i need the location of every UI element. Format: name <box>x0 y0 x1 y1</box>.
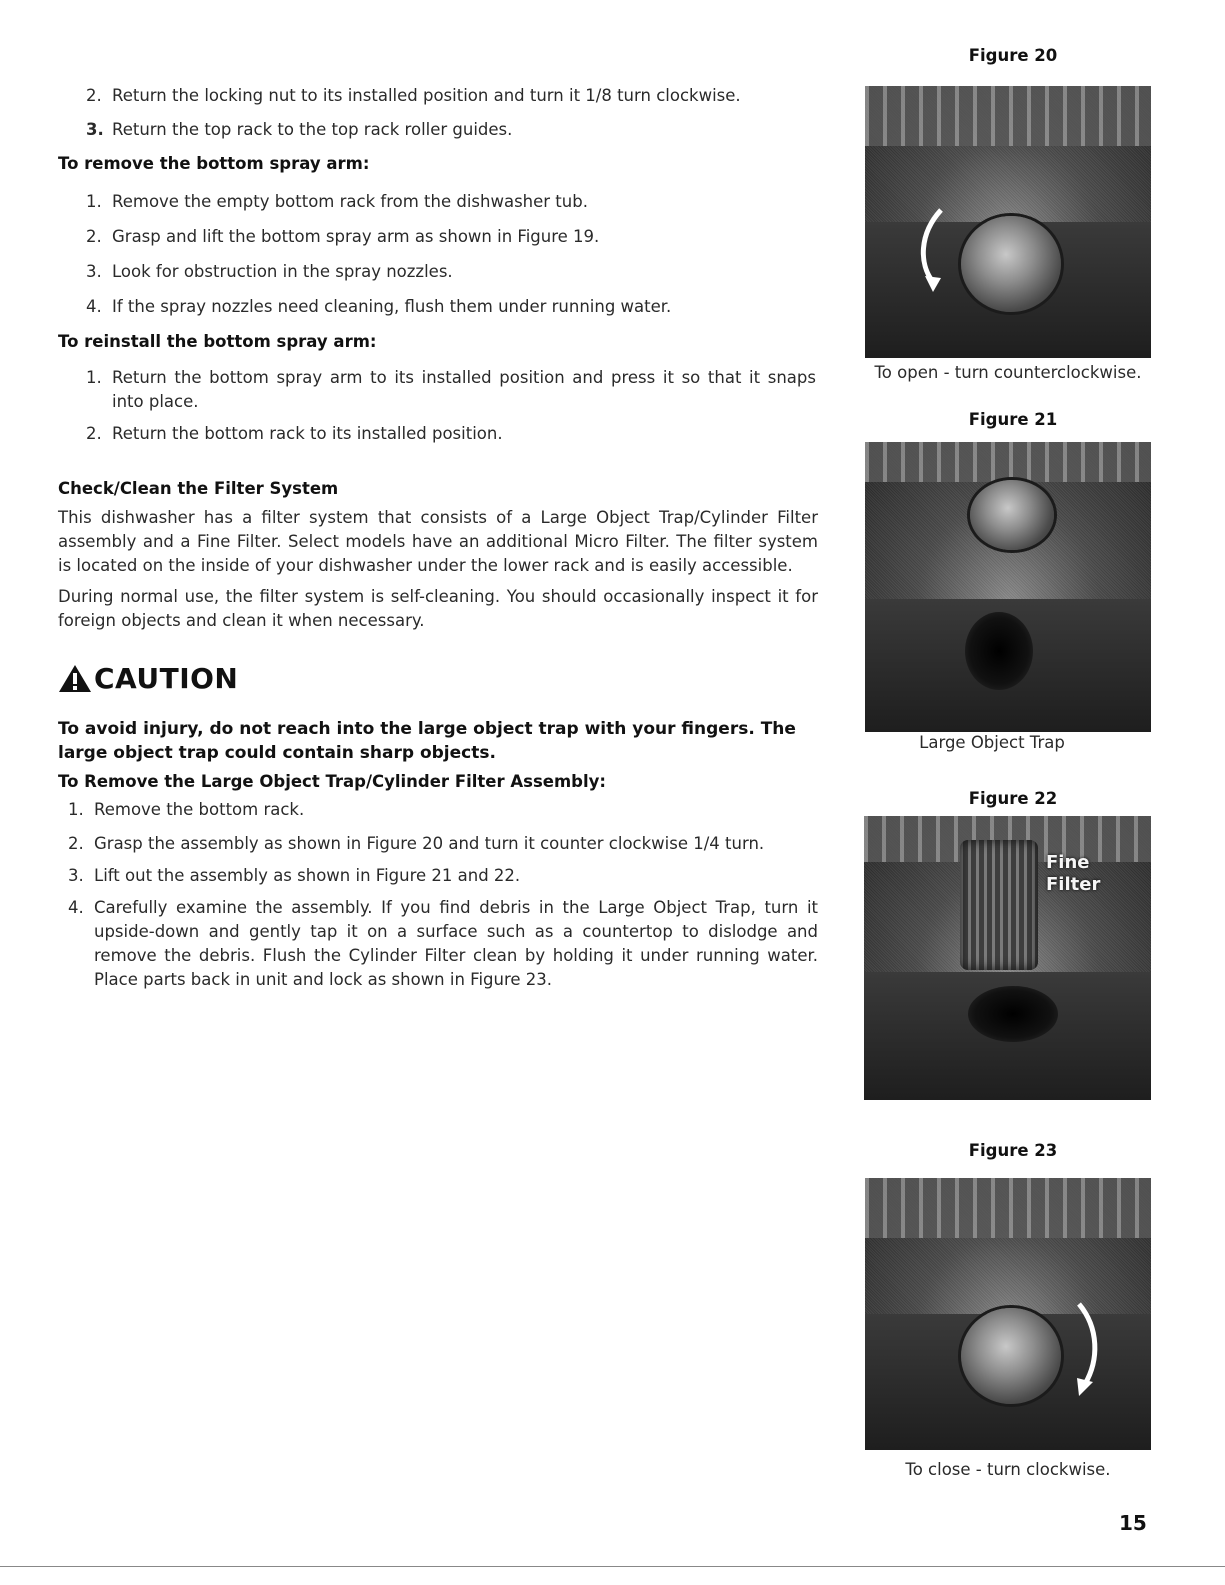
list-text: Grasp the assembly as shown in Figure 20 and turn it counter clockwise 1/4 turn. <box>94 834 765 853</box>
rack-image <box>865 86 1151 146</box>
list-number: 4. <box>86 297 102 316</box>
figure-title: Figure 21 <box>968 410 1058 429</box>
list-text: Return the bottom spray arm to its installed position and press it so that it snaps into place. <box>112 368 816 411</box>
list-text: Carefully examine the assembly. If you find debris in the Large Object Trap, turn it upside-down and gently tap it on a surface such as a countertop to dislodge and remove the debris. Flush the Cylinder Filter clean by holding it under running water. Place parts back in unit and lock as shown in Figure 23. <box>94 898 818 989</box>
list-text: Grasp and lift the bottom spray arm as shown in Figure 19. <box>112 227 600 246</box>
list-text: Return the bottom rack to its installed position. <box>112 424 503 443</box>
figure-caption: To close - turn clockwise. <box>905 1460 1111 1479</box>
page-bottom-rule <box>0 1566 1225 1567</box>
list-text: If the spray nozzles need cleaning, flush them under running water. <box>112 297 672 316</box>
figure-23-photo <box>865 1178 1151 1450</box>
filter-knob-image <box>961 1308 1061 1404</box>
fine-filter-label <box>1046 852 1100 896</box>
list-number: 1. <box>86 368 102 387</box>
list-number: 2. <box>86 86 102 105</box>
clockwise-arrow-icon <box>1065 1298 1105 1398</box>
list-number: 1. <box>86 192 102 211</box>
object-trap-image <box>970 480 1054 550</box>
figure-caption: To open - turn counterclockwise. <box>874 363 1142 382</box>
fine-filter-line2: Filter <box>1046 874 1101 895</box>
cylinder-filter-image <box>960 840 1038 970</box>
list-number: 2. <box>86 227 102 246</box>
list-text: Remove the empty bottom rack from the dishwasher tub. <box>112 192 588 211</box>
list-number: 2. <box>68 834 84 853</box>
list-item <box>68 896 818 992</box>
list-number: 3. <box>86 262 102 281</box>
list-item <box>86 366 816 414</box>
fine-filter-line1: Fine <box>1046 852 1090 873</box>
rack-image <box>865 1178 1151 1238</box>
list-number: 3. <box>68 866 84 885</box>
filter-opening-image <box>965 612 1033 690</box>
counterclockwise-arrow-icon <box>913 204 953 294</box>
filter-opening-image <box>968 986 1058 1042</box>
list-text: Look for obstruction in the spray nozzles. <box>112 262 453 281</box>
figure-20-photo <box>865 86 1151 358</box>
section-heading: To Remove the Large Object Trap/Cylinder Filter Assembly: <box>58 772 606 791</box>
section-heading: Check/Clean the Filter System <box>58 479 339 498</box>
list-number: 2. <box>86 424 102 443</box>
rack-image <box>865 442 1151 482</box>
list-text: Remove the bottom rack. <box>94 800 305 819</box>
figure-caption: Large Object Trap <box>919 733 1065 752</box>
list-number: 3. <box>86 120 104 139</box>
figure-22-photo <box>864 816 1151 1100</box>
caution-text: To avoid injury, do not reach into the large object trap with your fingers. The large object trap could contain sharp objects. <box>58 719 796 763</box>
caution-header <box>58 660 238 696</box>
figure-title: Figure 20 <box>968 46 1058 65</box>
list-number: 1. <box>68 800 84 819</box>
figure-title: Figure 23 <box>968 1141 1058 1160</box>
figure-title: Figure 22 <box>968 789 1058 808</box>
figure-21-photo <box>865 442 1151 732</box>
list-number: 4. <box>68 898 84 917</box>
list-text: Return the top rack to the top rack roller guides. <box>112 120 513 139</box>
section-heading: To reinstall the bottom spray arm: <box>58 332 377 351</box>
page-number: 15 <box>1119 1511 1147 1535</box>
filter-knob-image <box>961 216 1061 312</box>
paragraph: This dishwasher has a filter system that consists of a Large Object Trap/Cylinder Filter assembly and a Fine Filter. Select models have an additional Micro Filter. The filter system is located on the inside of your dishwasher under the lower rack and is easily accessible. <box>58 508 818 575</box>
caution-title: CAUTION <box>94 661 239 695</box>
section-heading: To remove the bottom spray arm: <box>58 154 370 173</box>
paragraph: During normal use, the filter system is self-cleaning. You should occasionally inspect it for foreign objects and clean it when necessary. <box>58 587 818 630</box>
warning-triangle-icon <box>58 663 92 693</box>
list-text: Lift out the assembly as shown in Figure 21 and 22. <box>94 866 521 885</box>
list-text: Return the locking nut to its installed position and turn it 1/8 turn clockwise. <box>112 86 741 105</box>
